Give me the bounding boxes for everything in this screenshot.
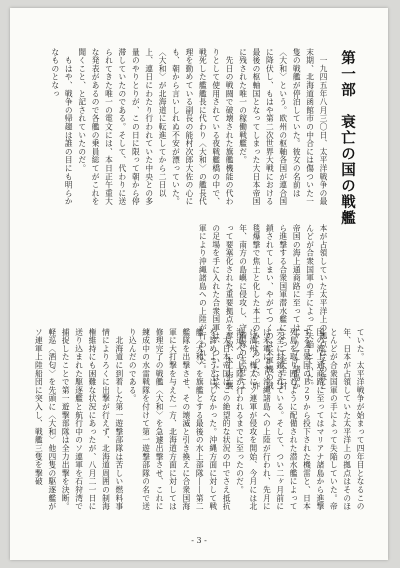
chapter-title: 第一部 衰亡の国の戦艦 <box>339 50 356 226</box>
paragraph: 本が占領していた太平洋上の拠点はそのほとんどが合衆国軍の手によって失陥していた。帝国の海上通商路に至ってはマリアナ諸島から進撃する合衆国軍潜水艦によって完全に封鎖されてしまい、やがてつくのは米軍機の絨毯爆撃で焦土と化した本土のみであった。昨年、南方の島嶼に侵攻し、守備隊の玉砕によって要塞化された重要拠点を奪取、本土空襲の足場を手に入れた合衆国軍は、ついには米軍により沖縄諸島への上陸が行われた。 <box>198 224 328 390</box>
paragraph: もはや、戦争の帰趨は誰の目にも明らかなものとなっ <box>50 48 74 206</box>
body-text-bottom <box>32 328 367 513</box>
body-text-top-first <box>48 48 330 206</box>
paragraph: 大日本帝国はこの絶望的な状況の中でさえ抵抗を諦めようとはしなかった。沖縄方面に対して戦艦〈大和〉を旗艦とする最後の水上部隊――第二艦隊を出撃させ、その壊滅と引き換えに合衆国海軍に大打撃を与えた一方、北海道方面に対しては修理完了の戦艦〈大和〉を急遽出撃させ、これに練成中の水雷戦隊を付けて第一遊撃部隊の名で送り込んだのである。 <box>128 328 232 511</box>
paragraph: 北海道に到着した第一遊撃部隊は苦しい燃料事情によりろくに出撃が行えず、北海道周囲の制海権維持にも困難な状況にあったが、八月二一日に送り込まれた駆逐艦と航行中のソ連軍を石狩湾で捕捉したことで第一遊撃部隊は全力出撃を決断。軽巡〈酒匂〉を先頭に〈大和〉他四隻の駆逐艦がソ連軍上陸船団に突入し、戦艦三隻を撃破 <box>34 328 124 511</box>
paragraph: ていた。太平洋戦争が始まって四年目となるこの年、日本が占領していた太平洋上の拠点はそのほとんどが合衆国軍の手によって失陥していた。帝国の海上通商路に至ってはマリアナ諸島から進撃する合衆国のＢ２９から投下された機雷と、日本列島を取り囲むように配備された潜水艦によって完全に封鎖されている。そして、つい二ヶ月前には米軍により沖縄諸島への上陸が行われ、先月には満州・樺太にソ連軍が侵攻を開始、今月には北海道への上陸が行われるまでに至ったのだ。 <box>235 328 366 511</box>
paragraph: 一九四五年八月三〇日、太平洋戦争の最末期、北海道函館市の中合には傷ついた一隻の戦艦が停泊していた。彼女の名前は〈大和〉という。欧州の枢軸各国が連合国に降伏し、もはや第二次世界大戦における最後の枢軸国となってしまった大日本帝国に残された唯一の稼働戦艦だ。 <box>238 48 328 206</box>
paragraph: 先日の戦闘で破壊された旗艦機能の代わりとして使用されている夜戦艦橋の中で、戦死した艦艦長に代わり〈大和〉の艦長代理を勤めている副長の能村次郎大佐の心にも、朝から言いしれぬ不安が漂っていた。〈大和〉が北海道に転進してから二日以上、連日にわたり行われていた中央との多量のやりとりが、この日に限って朝から停滞していたのである。そして、代わりに送られてきた唯一の電文には、本日正午重大な発表があるので各艦の乗員総てがこれを聞くこと、と記されていたのだ。 <box>77 48 235 206</box>
page-number: - 3 - <box>191 536 207 545</box>
book-page <box>10 8 388 560</box>
